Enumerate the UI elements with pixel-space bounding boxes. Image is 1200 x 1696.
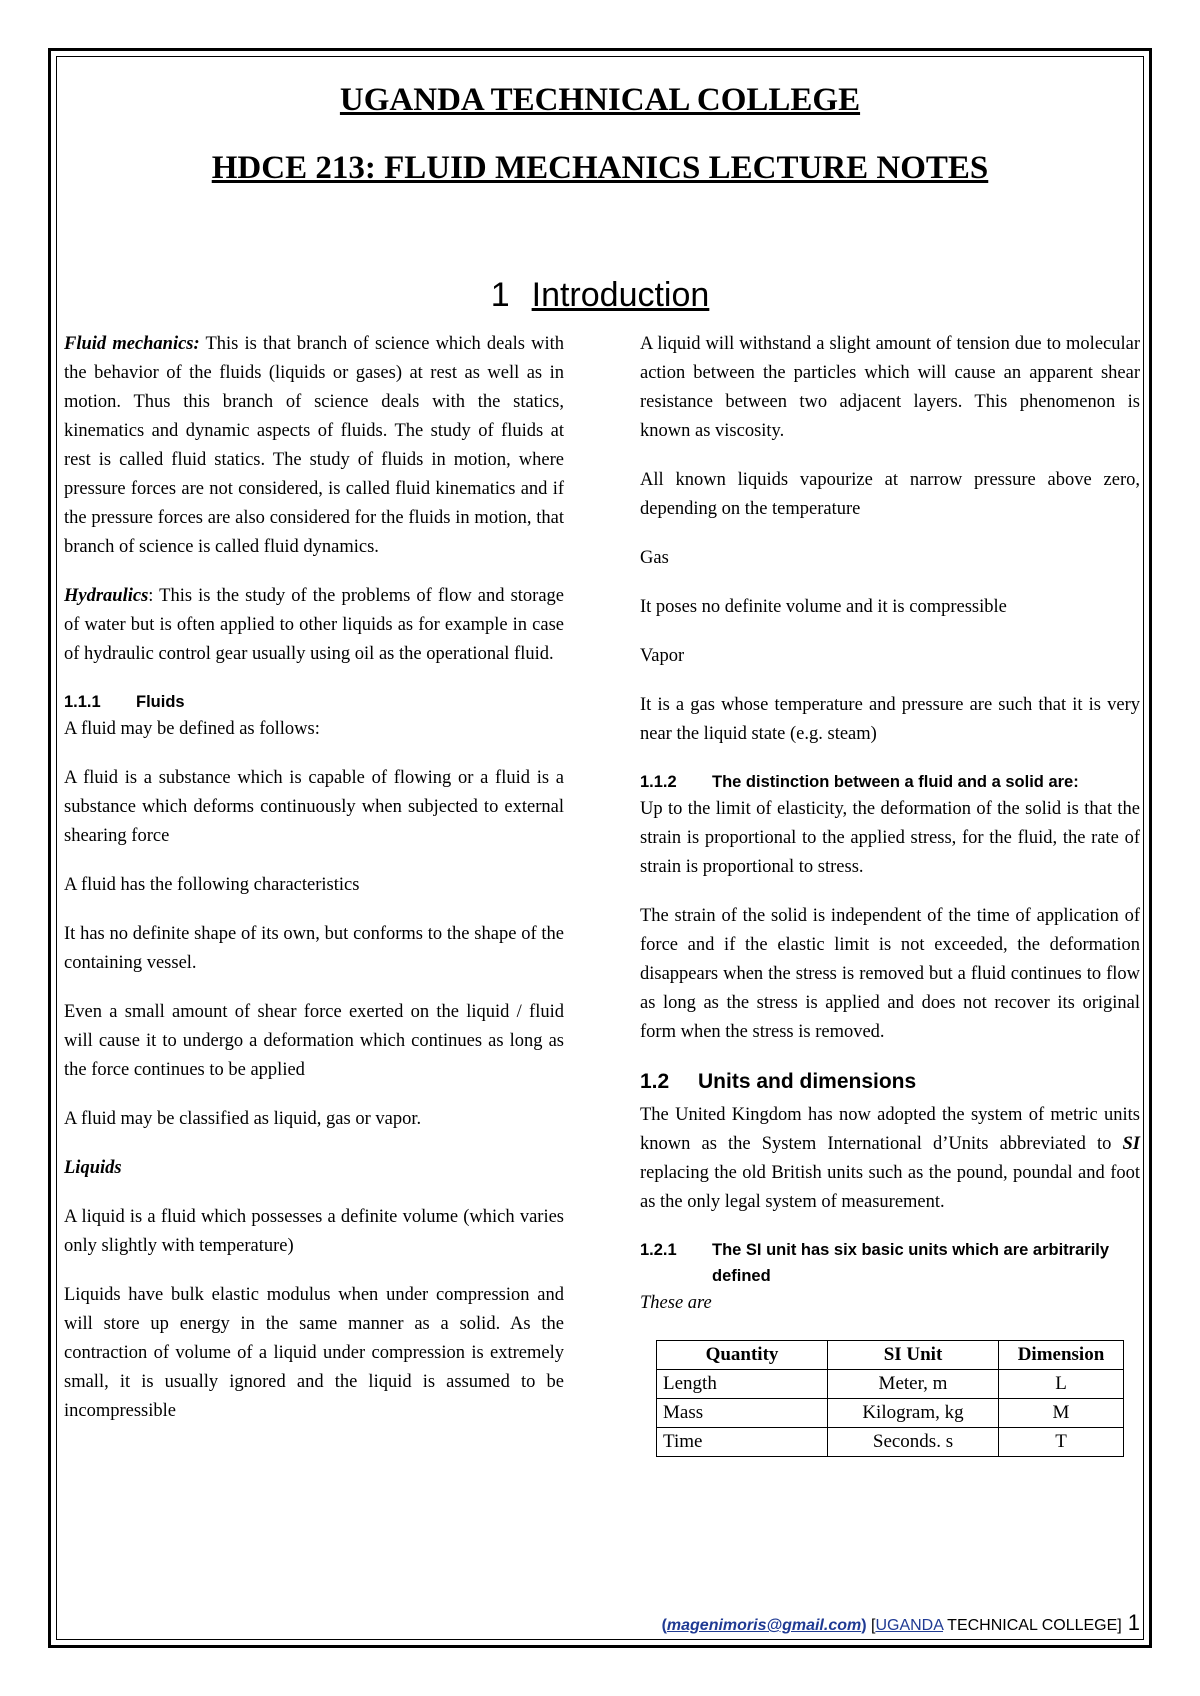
footer-college-link[interactable]: UGANDA xyxy=(875,1617,944,1634)
table-cell: Time xyxy=(657,1428,828,1457)
paragraph: Liquids have bulk elastic modulus when under compression and will store up energy in the same manner as a solid. As the contraction of volume of a liquid under compression is extremely small, it is usually ignored and the liquid is assumed to be incompressible xyxy=(64,1285,564,1421)
footer-college-text: TECHNICAL COLLEGE xyxy=(943,1617,1118,1634)
table-row xyxy=(657,1399,1124,1428)
label-text: Liquids xyxy=(64,1158,122,1178)
table-cell: Meter, m xyxy=(828,1370,999,1399)
heading-number: 1.2.1 xyxy=(640,1241,677,1259)
section-number: 1 xyxy=(490,276,510,314)
heading-text: The SI unit has six basic units which are arbitrarily defined xyxy=(712,1241,1110,1285)
paragraph: A liquid is a fluid which possesses a definite volume (which varies only slightly with temperature) xyxy=(64,1207,564,1256)
term-fluid-mechanics: Fluid mechanics: xyxy=(64,334,200,354)
paragraph-text: replacing the old British units such as the pound, poundal and foot as the only legal system of measurement. xyxy=(640,1163,1140,1212)
paragraph: A fluid may be classified as liquid, gas or vapor. xyxy=(64,1109,422,1129)
heading-text: Units and dimensions xyxy=(698,1070,917,1093)
table-cell: Kilogram, kg xyxy=(828,1399,999,1428)
section-title: Introduction xyxy=(531,276,710,314)
paragraph: A fluid may be defined as follows: xyxy=(64,719,320,739)
label-liquids xyxy=(64,1154,564,1183)
table-header-row xyxy=(657,1341,1124,1370)
table-cell: Length xyxy=(657,1370,828,1399)
footer-bracket: ] xyxy=(1117,1617,1122,1634)
paragraph-text: This is that branch of science which deals with the behavior of the fluids (liquids or gases) at rest as well as in motion. Thus this branch of science deals with the statics, kinematics and dynamic aspects of fluids. The study of fluids at rest is called fluid statics. The study of fluids in motion, where pressure forces are not considered, is called fluid kinematics and if the pressure forces are also considered for the fluids in motion, that branch of science is called fluid dynamics. xyxy=(64,334,564,557)
paragraph: It poses no definite volume and it is compressible xyxy=(640,597,1007,617)
table-cell: T xyxy=(999,1428,1124,1457)
term-hydraulics: Hydraulics xyxy=(64,586,149,606)
table-cell: M xyxy=(999,1399,1124,1428)
table-header: Dimension xyxy=(999,1341,1124,1370)
heading-distinction xyxy=(640,769,1140,795)
paragraph: A liquid will withstand a slight amount of tension due to molecular action between the particles which will cause an apparent shear resistance between two adjacent layers. This phenomenon is known as viscosity. xyxy=(640,334,1140,441)
document-title: UGANDA TECHNICAL COLLEGE xyxy=(339,82,861,118)
paragraph: Up to the limit of elasticity, the deformation of the solid is that the strain is proportional to the applied stress, for the fluid, the rate of strain is proportional to stress. xyxy=(640,799,1140,877)
footer-bracket: [ xyxy=(866,1617,876,1634)
label-text: These are xyxy=(640,1293,712,1313)
paragraph: Even a small amount of shear force exerted on the liquid / fluid will cause it to undergo a deformation which continues as long as the force continues to be applied xyxy=(64,1002,564,1080)
footer-paren: ) xyxy=(861,1617,867,1634)
footer-paren: ( xyxy=(661,1617,667,1634)
right-column xyxy=(640,330,1140,1457)
these-are-label xyxy=(640,1289,1140,1318)
heading-units-dimensions xyxy=(640,1067,1140,1097)
table-row xyxy=(657,1370,1124,1399)
heading-text: Fluids xyxy=(136,693,185,711)
term-si: SI xyxy=(1122,1134,1140,1154)
label-gas: Gas xyxy=(640,548,669,568)
paragraph: All known liquids vapourize at narrow pressure above zero, depending on the temperature xyxy=(640,470,1140,519)
paragraph: It has no definite shape of its own, but conforms to the shape of the containing vessel. xyxy=(64,924,564,973)
table-cell: Mass xyxy=(657,1399,828,1428)
table-cell: L xyxy=(999,1370,1124,1399)
paragraph: It is a gas whose temperature and pressure are such that it is very near the liquid state (e.g. steam) xyxy=(640,695,1140,744)
table-header: Quantity xyxy=(657,1341,828,1370)
heading-text: The distinction between a fluid and a solid are: xyxy=(712,773,1079,791)
left-column xyxy=(64,330,564,1446)
paragraph-text: : This is the study of the problems of flow and storage of water but is often applied to other liquids as for example in case of hydraulic control gear usually using oil as the operational fluid. xyxy=(64,586,564,664)
table-row xyxy=(657,1428,1124,1457)
heading-si-units xyxy=(640,1237,1140,1289)
heading-number: 1.2 xyxy=(640,1070,670,1093)
table-header: SI Unit xyxy=(828,1341,999,1370)
heading-fluids xyxy=(64,689,564,715)
paragraph-hydraulics xyxy=(64,582,564,669)
heading-number: 1.1.2 xyxy=(640,773,677,791)
si-units-table xyxy=(656,1340,1124,1457)
paragraph-fluid-mechanics xyxy=(64,330,564,562)
paragraph-si xyxy=(640,1101,1140,1217)
page-footer xyxy=(662,1610,1140,1636)
paragraph: A fluid has the following characteristics xyxy=(64,875,360,895)
footer-email-link[interactable]: magenimoris@gmail.com xyxy=(666,1617,862,1634)
section-heading xyxy=(0,276,1200,315)
page-number: 1 xyxy=(1127,1610,1140,1635)
document-subtitle: HDCE 213: FLUID MECHANICS LECTURE NOTES xyxy=(211,150,989,186)
paragraph-text: The United Kingdom has now adopted the system of metric units known as the System International d’Units abbreviated to xyxy=(640,1105,1140,1154)
paragraph: The strain of the solid is independent of the time of application of force and if the elastic limit is not exceeded, the deformation disappears when the stress is removed but a fluid continues to flow as long as the stress is applied and does not recover its original form when the stress is removed. xyxy=(640,906,1140,1042)
heading-number: 1.1.1 xyxy=(64,693,101,711)
table-cell: Seconds. s xyxy=(828,1428,999,1457)
label-vapor: Vapor xyxy=(640,646,685,666)
paragraph: A fluid is a substance which is capable of flowing or a fluid is a substance which deforms continuously when subjected to external shearing force xyxy=(64,768,564,846)
